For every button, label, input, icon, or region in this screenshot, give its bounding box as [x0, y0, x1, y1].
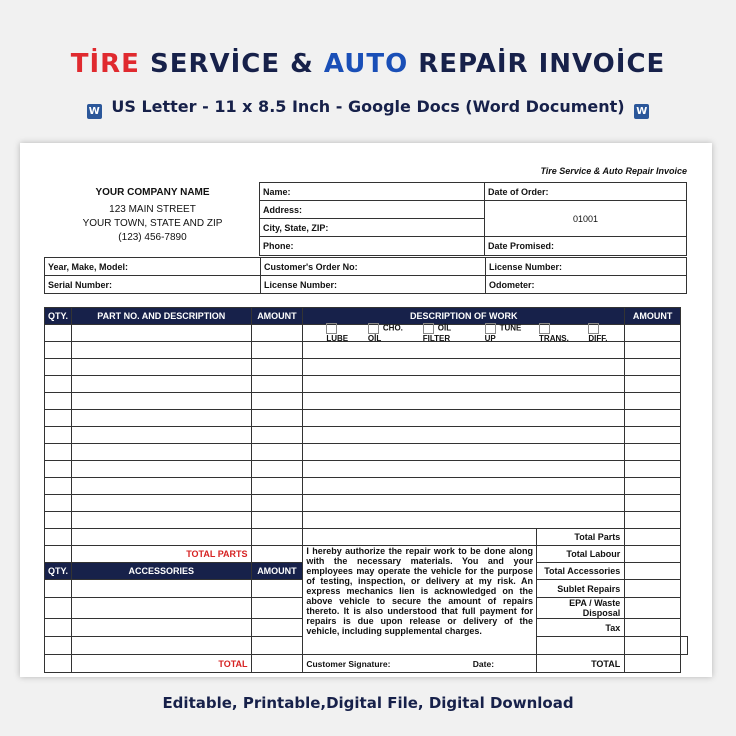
- table-cell[interactable]: [625, 325, 681, 342]
- table-cell[interactable]: [45, 637, 72, 655]
- table-cell[interactable]: [625, 478, 681, 495]
- table-cell[interactable]: [303, 342, 625, 359]
- license-number2-field[interactable]: License Number:: [261, 276, 486, 294]
- acc-col-qty: QTY.: [45, 563, 72, 580]
- table-cell[interactable]: [681, 637, 688, 655]
- table-cell[interactable]: [72, 529, 252, 546]
- table-cell[interactable]: [72, 637, 252, 655]
- signature-field[interactable]: [303, 655, 537, 673]
- doc-title: Tire Service & Auto Repair Invoice: [540, 166, 687, 176]
- work-table: [44, 307, 688, 673]
- table-cell[interactable]: [251, 529, 303, 546]
- total-parts-red: TOTAL PARTS: [72, 546, 252, 563]
- table-cell[interactable]: [45, 598, 72, 619]
- invoice-paper: [20, 143, 712, 677]
- checkbox-oil[interactable]: CHO. OİL: [367, 323, 403, 343]
- title-service: SERVİCE &: [149, 49, 314, 79]
- table-cell[interactable]: [303, 444, 625, 461]
- address-field[interactable]: Address:: [260, 201, 485, 219]
- table-cell[interactable]: [625, 359, 681, 376]
- date-order-field[interactable]: Date of Order:: [485, 183, 687, 201]
- table-cell[interactable]: [251, 427, 303, 444]
- grand-total-value[interactable]: [625, 655, 681, 673]
- table-cell[interactable]: [72, 461, 252, 478]
- table-cell[interactable]: [45, 495, 72, 512]
- table-cell[interactable]: [251, 376, 303, 393]
- customer-order-field[interactable]: Customer's Order No:: [261, 258, 486, 276]
- table-cell[interactable]: [251, 619, 303, 637]
- checkbox-lube[interactable]: LUBE: [326, 323, 362, 343]
- table-cell[interactable]: [45, 512, 72, 529]
- table-cell[interactable]: [45, 325, 72, 342]
- phone-field[interactable]: Phone:: [260, 237, 485, 256]
- table-cell[interactable]: [72, 478, 252, 495]
- table-cell[interactable]: [72, 410, 252, 427]
- word-icon: W: [636, 106, 648, 117]
- table-cell[interactable]: [625, 376, 681, 393]
- table-cell[interactable]: [303, 376, 625, 393]
- order-number: 01001: [485, 201, 687, 237]
- subtitle: [0, 97, 736, 119]
- company-address: 123 MAIN STREET: [109, 204, 196, 215]
- table-cell[interactable]: [251, 495, 303, 512]
- table-cell[interactable]: [625, 637, 681, 655]
- table-cell[interactable]: [72, 376, 252, 393]
- total-red: TOTAL: [72, 655, 252, 673]
- table-cell[interactable]: [625, 461, 681, 478]
- date-promised-field[interactable]: Date Promised:: [485, 237, 687, 256]
- checkbox-trans[interactable]: TRANS.: [539, 323, 582, 343]
- serial-field[interactable]: Serial Number:: [45, 276, 261, 294]
- col-part: PART NO. AND DESCRIPTION: [72, 308, 252, 325]
- table-cell[interactable]: [251, 359, 303, 376]
- table-cell[interactable]: [45, 410, 72, 427]
- acc-col-accessories: ACCESSORIES: [72, 563, 252, 580]
- total-labour-value[interactable]: [625, 546, 681, 563]
- signature-label: Customer Signature:: [306, 658, 391, 669]
- table-cell[interactable]: [303, 478, 625, 495]
- table-cell[interactable]: [251, 325, 303, 342]
- table-cell[interactable]: [72, 325, 252, 342]
- title-tire: TİRE: [70, 49, 140, 79]
- grand-total-label: TOTAL: [537, 655, 625, 673]
- checkbox-diff[interactable]: DIFF.: [588, 323, 621, 343]
- total-parts-amount[interactable]: [251, 546, 303, 563]
- license-number-field[interactable]: License Number:: [486, 258, 687, 276]
- table-cell[interactable]: [251, 637, 303, 655]
- table-cell[interactable]: [45, 461, 72, 478]
- customer-grid: [259, 182, 687, 256]
- table-cell[interactable]: [303, 410, 625, 427]
- sublet-repairs-label: Sublet Repairs: [537, 580, 625, 598]
- col-qty: QTY.: [45, 308, 72, 325]
- table-cell[interactable]: [45, 342, 72, 359]
- table-cell[interactable]: [72, 619, 252, 637]
- table-cell[interactable]: [303, 512, 625, 529]
- company-phone: (123) 456-7890: [118, 232, 187, 243]
- total-accessories-value[interactable]: [625, 563, 681, 580]
- table-cell[interactable]: [303, 427, 625, 444]
- footer-text: Editable, Printable,Digital File, Digital Download: [162, 694, 574, 712]
- table-cell[interactable]: [72, 495, 252, 512]
- table-cell[interactable]: [625, 342, 681, 359]
- table-cell[interactable]: [251, 478, 303, 495]
- title-repair-invoice: REPAİR INVOİCE: [418, 49, 666, 79]
- table-cell[interactable]: [45, 580, 72, 598]
- epa-label: EPA / Waste Disposal: [537, 598, 625, 619]
- title-auto: AUTO: [323, 49, 409, 79]
- table-cell[interactable]: [72, 342, 252, 359]
- page-title: [0, 49, 736, 79]
- table-cell[interactable]: [45, 444, 72, 461]
- company-block: [45, 186, 260, 245]
- table-cell[interactable]: [45, 427, 72, 444]
- table-cell[interactable]: [303, 393, 625, 410]
- table-cell[interactable]: [45, 478, 72, 495]
- table-cell[interactable]: [72, 393, 252, 410]
- table-cell[interactable]: [625, 444, 681, 461]
- table-cell[interactable]: [251, 461, 303, 478]
- table-cell[interactable]: [72, 427, 252, 444]
- city-field[interactable]: City, State, ZIP:: [260, 219, 485, 237]
- table-cell[interactable]: [625, 410, 681, 427]
- table-cell[interactable]: [625, 512, 681, 529]
- table-cell[interactable]: [72, 512, 252, 529]
- word-icon: W: [88, 106, 100, 117]
- table-cell[interactable]: [251, 512, 303, 529]
- table-cell[interactable]: [251, 598, 303, 619]
- table-cell[interactable]: [45, 376, 72, 393]
- total-parts-value[interactable]: [625, 529, 681, 546]
- table-cell[interactable]: [537, 637, 625, 655]
- table-cell[interactable]: [72, 598, 252, 619]
- total-labour-label: Total Labour: [537, 546, 625, 563]
- table-cell[interactable]: [303, 461, 625, 478]
- total-accessories-label: Total Accessories: [537, 563, 625, 580]
- table-cell[interactable]: [251, 580, 303, 598]
- checkbox-oil-filter[interactable]: OİL FILTER: [422, 323, 451, 343]
- odometer-field[interactable]: Odometer:: [486, 276, 687, 294]
- table-cell[interactable]: [303, 359, 625, 376]
- col-work: DESCRIPTION OF WORK: [303, 308, 625, 325]
- authorization-text: I hereby authorize the repair work to be done along with the necessary materials. You and your employees may operate the vehicle for the purpose of testing, inspection, or delivery at my risk. An express mechanics lien is acknowledged on the above vehicle to secure the amount of repairs thereto. It is also understood that full payment for repairs is due upon release or delivery of the vehicle, including supplemental charges.: [303, 546, 537, 655]
- date-label: Date:: [472, 658, 495, 669]
- table-cell[interactable]: [251, 342, 303, 359]
- table-cell[interactable]: [45, 359, 72, 376]
- table-cell[interactable]: [72, 359, 252, 376]
- table-cell[interactable]: [625, 427, 681, 444]
- tax-value[interactable]: [625, 619, 681, 637]
- table-cell[interactable]: [625, 495, 681, 512]
- col-amount: AMOUNT: [251, 308, 303, 325]
- table-cell[interactable]: [251, 410, 303, 427]
- table-cell: [45, 655, 72, 673]
- acc-col-amount: AMOUNT: [251, 563, 303, 580]
- sublet-repairs-value[interactable]: [625, 580, 681, 598]
- table-cell[interactable]: [45, 393, 72, 410]
- table-cell[interactable]: [251, 393, 303, 410]
- tax-label: Tax: [537, 619, 625, 637]
- ymm-field[interactable]: Year, Make, Model:: [45, 258, 261, 276]
- total-parts-label: Total Parts: [537, 529, 625, 546]
- checkbox-tune-up[interactable]: TUNE UP: [484, 323, 522, 343]
- subtitle-text: US Letter - 11 x 8.5 Inch - Google Docs (Word Document): [111, 97, 625, 116]
- name-field[interactable]: Name:: [260, 183, 485, 201]
- table-cell[interactable]: [303, 495, 625, 512]
- epa-value[interactable]: [625, 598, 681, 619]
- table-cell[interactable]: [303, 529, 537, 546]
- company-name: YOUR COMPANY NAME: [95, 187, 210, 198]
- table-cell[interactable]: [45, 619, 72, 637]
- company-city: YOUR TOWN, STATE AND ZIP: [82, 218, 223, 229]
- service-checkboxes: [303, 325, 625, 342]
- total-amount[interactable]: [251, 655, 303, 673]
- table-cell[interactable]: [72, 580, 252, 598]
- table-cell[interactable]: [72, 444, 252, 461]
- table-cell[interactable]: [625, 393, 681, 410]
- table-cell[interactable]: [251, 444, 303, 461]
- col-amount2: AMOUNT: [625, 308, 681, 325]
- table-cell: [45, 546, 72, 563]
- vehicle-grid: [44, 257, 687, 294]
- table-cell[interactable]: [45, 529, 72, 546]
